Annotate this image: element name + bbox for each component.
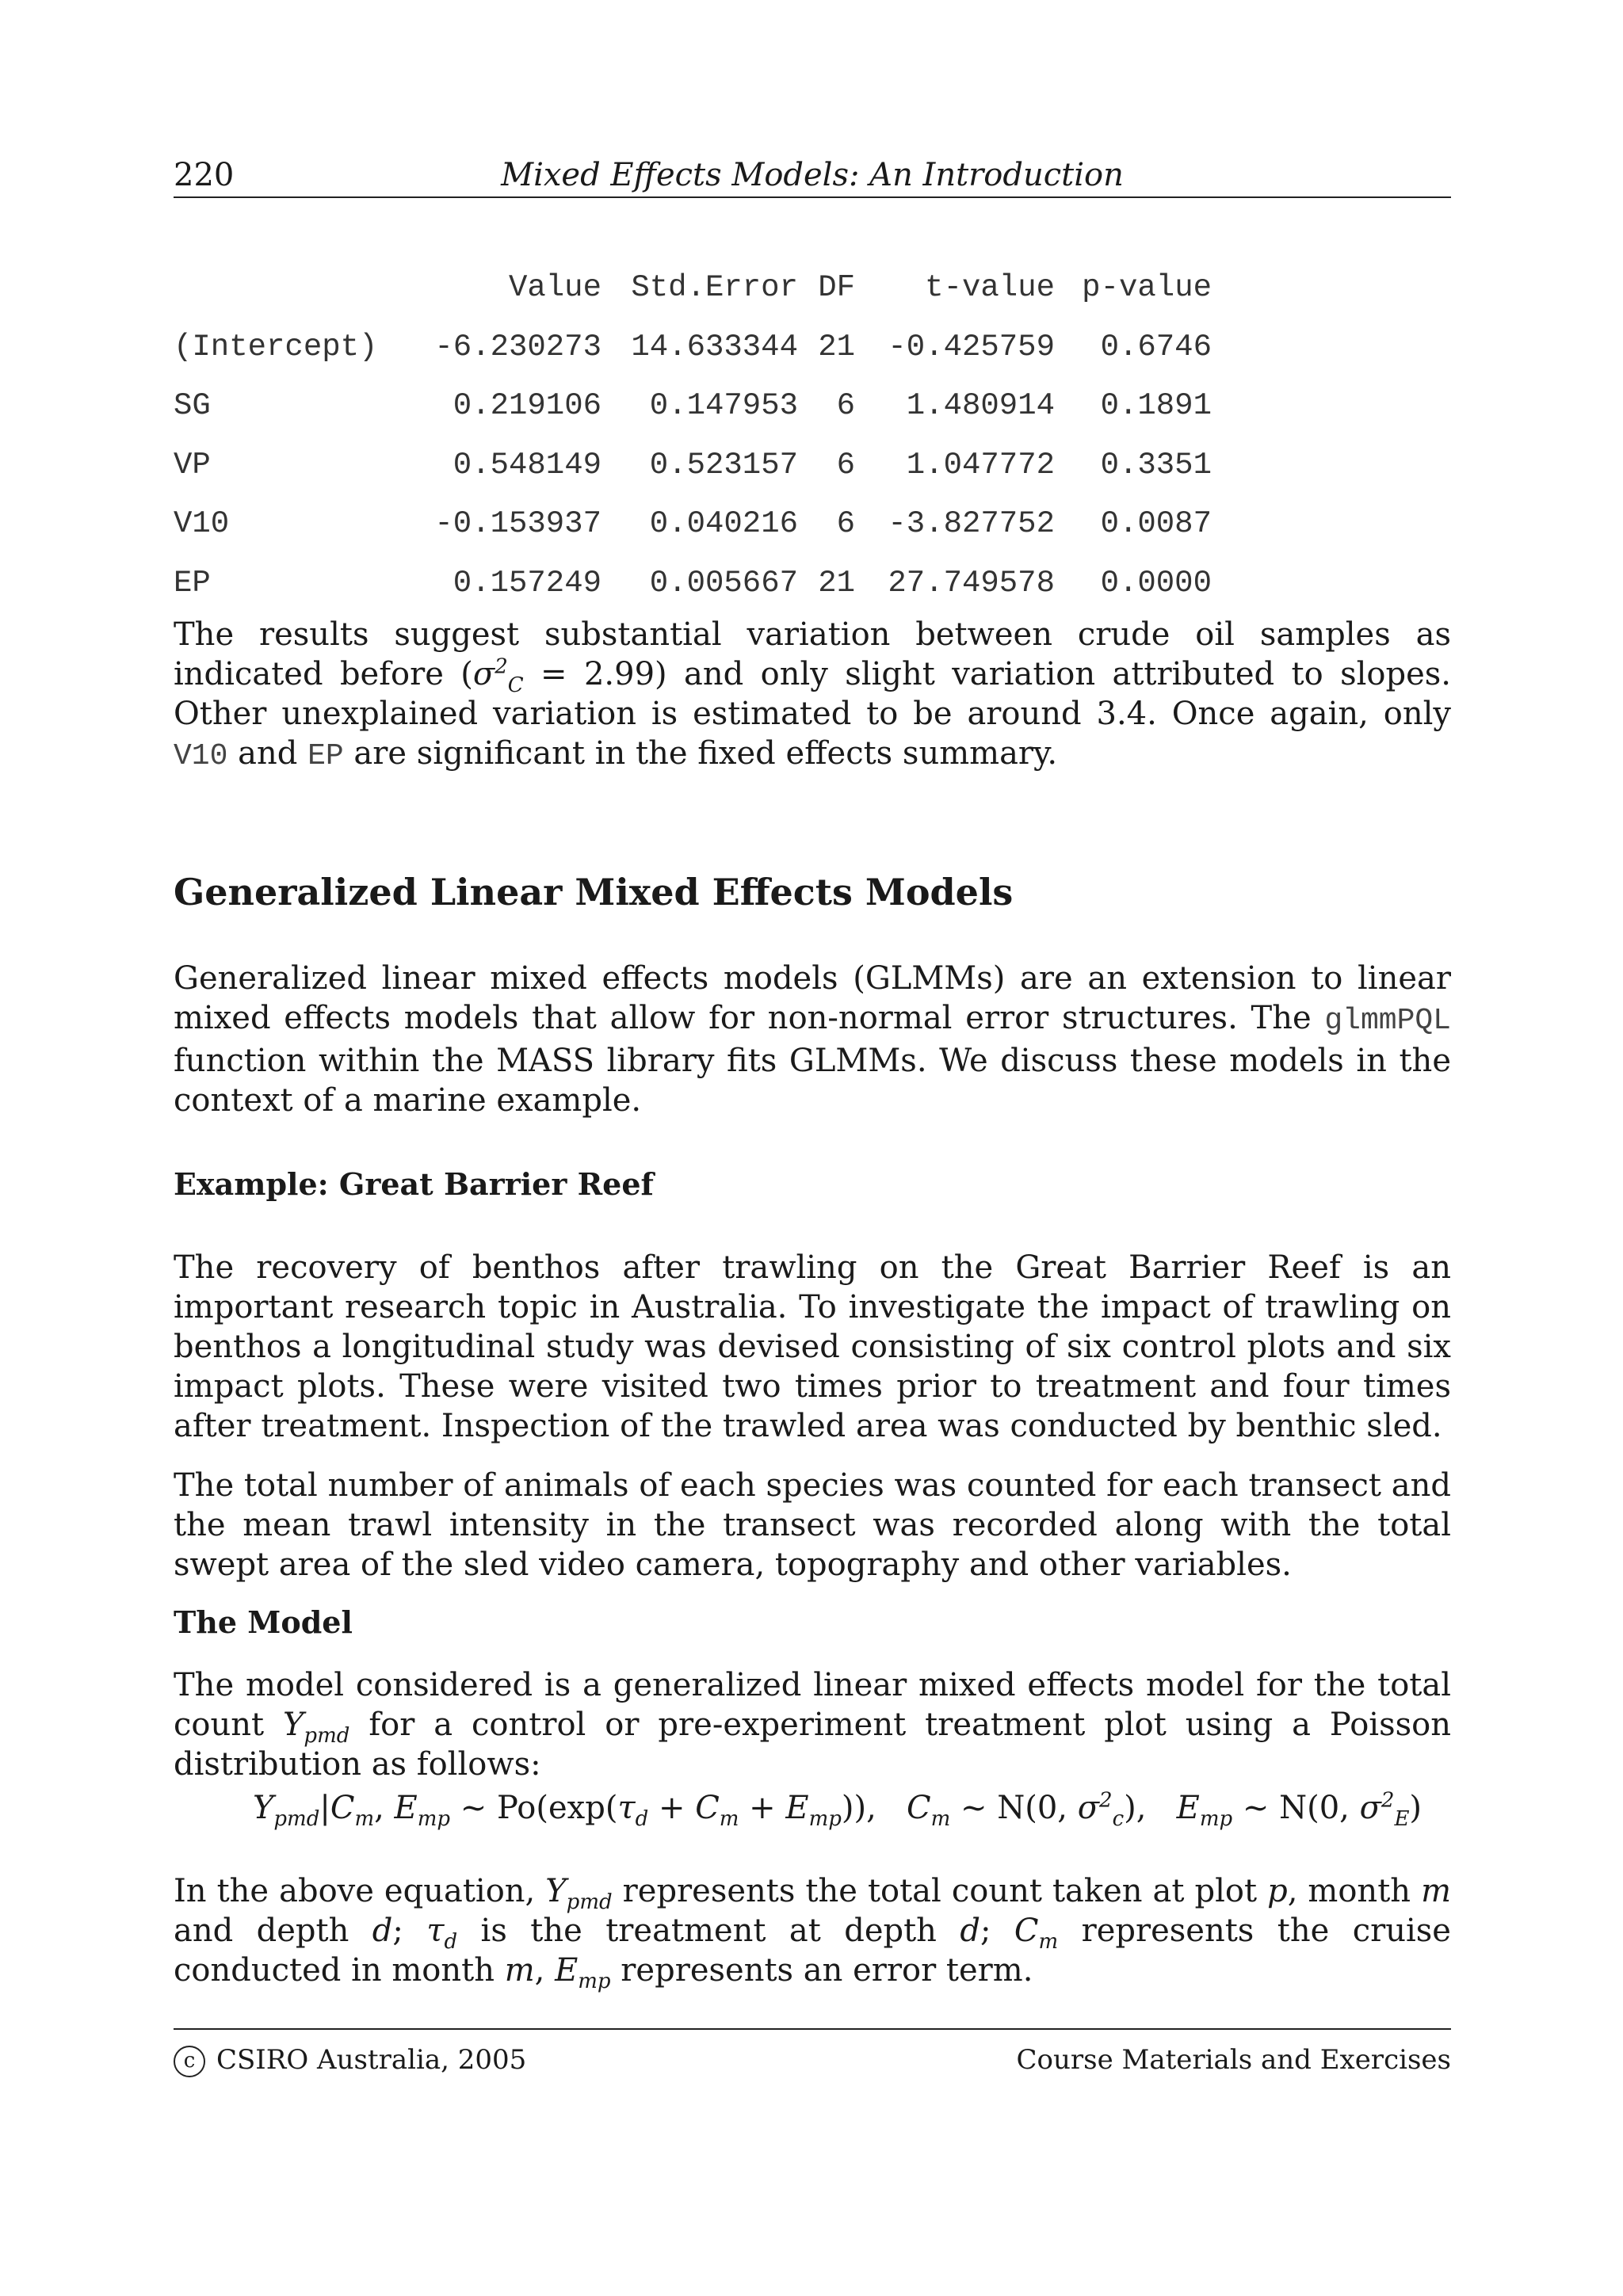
column-header: p-value: [1082, 270, 1212, 306]
cell-df: 6: [836, 506, 855, 542]
cell-t-value: -0.425759: [888, 329, 1055, 364]
model-equation: $Y_{pmd}|C_m$, $E_{mp}$ ~ $Po(\exp(\tau_d + C_m + E_{mp}))$, $C_m$ ~ N(0, $\sigma^2_c$), $E_{mp}$ ~ N(0, $\sigma^2_E$): [253, 1788, 1423, 1831]
row-label: (Intercept): [174, 329, 378, 364]
row-label: SG: [174, 388, 211, 424]
cell-std-error: 0.040216: [649, 506, 798, 542]
code-ep: EP: [307, 739, 344, 773]
column-header: t-value: [925, 270, 1055, 306]
column-header: DF: [818, 270, 855, 306]
running-header: [174, 155, 1451, 198]
cell-p-value: 0.3351: [1100, 447, 1212, 482]
cell-std-error: 0.005667: [649, 565, 798, 601]
example-paragraph-2: The total number of animals of each species was counted for each transect and the mean trawl intensity in the transect was recorded along with the total swept area of the sled video camera, topography and other variables.: [174, 1467, 1451, 1583]
cell-value: -0.153937: [434, 506, 601, 542]
cell-t-value: -3.827752: [888, 506, 1055, 542]
example-paragraph-1: The recovery of benthos after trawling on the Great Barrier Reef is an important research topic in Australia. To investigate the impact of trawling on benthos a longitudinal study was devised consisting of six control plots and six impact plots. These were visited two times prior to treatment and four times after treatment. Inspection of the trawled area was conducted by benthic sled.: [174, 1249, 1451, 1444]
page-number: 220: [174, 157, 235, 193]
column-header: Value: [508, 270, 601, 306]
model-heading: The Model: [174, 1604, 353, 1640]
code-v10: V10: [174, 739, 228, 773]
table-row: [174, 436, 1212, 495]
section-heading: Generalized Linear Mixed Effects Models: [174, 871, 1014, 913]
table-row: [174, 376, 1212, 436]
footer-divider: [174, 2028, 1451, 2030]
cell-t-value: 1.047772: [906, 447, 1055, 482]
cell-p-value: 0.6746: [1100, 329, 1212, 364]
cell-df: 21: [818, 329, 855, 364]
row-label: VP: [174, 447, 211, 482]
row-label: V10: [174, 506, 230, 542]
row-label: EP: [174, 565, 211, 601]
cell-std-error: 14.633344: [631, 329, 798, 364]
footer-copyright: c CSIRO Australia, 2005: [174, 2042, 526, 2077]
page: [174, 0, 1451, 2296]
y-pmd: $Y_{pmd}$: [283, 1707, 350, 1748]
cell-value: 0.219106: [453, 388, 601, 424]
cell-df: 21: [818, 565, 855, 601]
cell-p-value: 0.1891: [1100, 388, 1212, 424]
fixed-effects-table: [174, 258, 1212, 612]
cell-p-value: 0.0000: [1100, 565, 1212, 601]
table-row: [174, 494, 1212, 554]
cell-std-error: 0.147953: [649, 388, 798, 424]
column-header: Std.Error: [631, 270, 798, 306]
cell-value: 0.157249: [453, 565, 601, 601]
code-glmmpql: glmmPQL: [1324, 1004, 1451, 1038]
cell-p-value: 0.0087: [1100, 506, 1212, 542]
results-paragraph: The results suggest substantial variation between crude oil samples as indicated before $(\sigma^2_C = 2.99)$ and only slight variation attributed to slopes. Other unexplained variation is estimated to be around 3.4. Once again, only V10 and EP are significant in the fixed effects summary.: [174, 616, 1451, 773]
cell-t-value: 1.480914: [906, 388, 1055, 424]
table-row: [174, 554, 1212, 613]
copyright-icon: c: [174, 2046, 205, 2077]
cell-df: 6: [836, 388, 855, 424]
glmm-intro-paragraph: Generalized linear mixed effects models (GLMMs) are an extension to linear mixed effects models that allow for non-normal error structures. The glmmPQL function within the MASS library fits GLMMs. We discuss these models in the context of a marine example.: [174, 960, 1451, 1119]
table-row: [174, 318, 1212, 377]
footer-course-title: Course Materials and Exercises: [1016, 2044, 1451, 2076]
table-header-row: [174, 258, 1212, 318]
model-paragraph-1: The model considered is a generalized linear mixed effects model for the total count $Y_{pmd}$ for a control or pre-experiment treatment plot using a Poisson distribution as follows:: [174, 1667, 1451, 1783]
sigma-c-squared: $\sigma^2_C$: [472, 654, 524, 697]
model-paragraph-2: In the above equation, $Y_{pmd}$ represents the total count taken at plot p, month m and depth d; $\tau_d$ is the treatment at depth d; $C_m$ represents the cruise conducted in month m, $E_{mp}$ represents an error term.: [174, 1873, 1451, 1993]
cell-std-error: 0.523157: [649, 447, 798, 482]
cell-value: -6.230273: [434, 329, 601, 364]
cell-value: 0.548149: [453, 447, 601, 482]
running-title: Mixed Effects Models: An Introduction: [501, 157, 1124, 193]
example-heading: Example: Great Barrier Reef: [174, 1166, 654, 1202]
cell-t-value: 27.749578: [888, 565, 1055, 601]
cell-df: 6: [836, 447, 855, 482]
